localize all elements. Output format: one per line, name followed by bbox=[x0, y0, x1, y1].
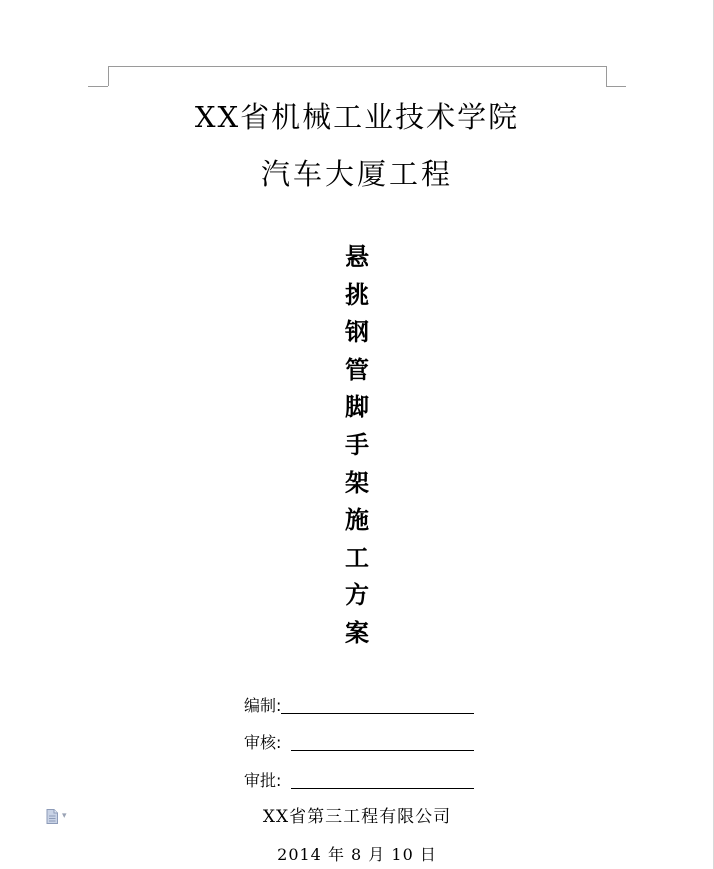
vertical-title-char: 脚 bbox=[345, 392, 369, 422]
document-title-project: 汽车大厦工程 bbox=[260, 157, 453, 191]
signature-label-prepared: 编制: bbox=[244, 696, 282, 715]
vertical-title-char: 案 bbox=[345, 617, 369, 647]
document-date: 2014 年 8 月 10 日 bbox=[277, 845, 437, 864]
vertical-plan-title bbox=[332, 238, 382, 652]
vertical-title-char: 管 bbox=[345, 354, 369, 384]
signature-row-approved bbox=[244, 769, 474, 793]
signature-label-reviewed: 审核: bbox=[244, 733, 282, 752]
document-menu-button[interactable] bbox=[46, 807, 76, 825]
header-corner-foot-left bbox=[88, 86, 108, 87]
signature-line-reviewed bbox=[291, 732, 474, 751]
signature-label-approved: 审批: bbox=[244, 771, 282, 790]
signature-row-prepared bbox=[244, 694, 474, 718]
document-icon bbox=[46, 809, 58, 824]
vertical-title-char: 工 bbox=[345, 542, 369, 572]
signature-line-approved bbox=[291, 770, 474, 789]
signature-row-reviewed bbox=[244, 731, 474, 755]
header-corner-mark-left bbox=[108, 66, 109, 86]
chevron-down-icon: ▾ bbox=[62, 811, 67, 821]
vertical-title-char: 架 bbox=[345, 467, 369, 497]
vertical-title-char: 悬 bbox=[345, 242, 369, 271]
header-corner-mark-right bbox=[606, 66, 607, 86]
vertical-title-char: 手 bbox=[345, 429, 369, 459]
document-title-institute: XX省机械工业技术学院 bbox=[194, 100, 520, 134]
header-margin-line bbox=[108, 66, 606, 67]
company-name: XX省第三工程有限公司 bbox=[262, 807, 452, 827]
vertical-title-char: 方 bbox=[345, 580, 369, 610]
signature-line-prepared bbox=[281, 695, 474, 714]
vertical-title-char: 钢 bbox=[345, 317, 369, 347]
header-corner-foot-right bbox=[606, 86, 626, 87]
vertical-title-char: 挑 bbox=[345, 279, 369, 309]
vertical-title-char: 施 bbox=[345, 505, 369, 535]
